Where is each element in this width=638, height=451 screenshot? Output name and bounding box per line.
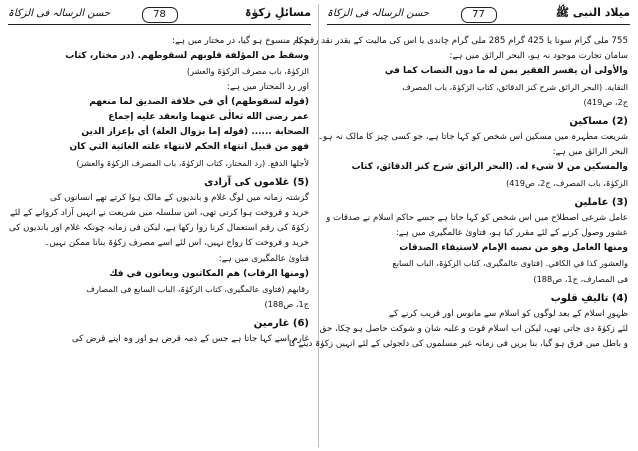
arabic-quote-line: عمر رضی الله تعالٰی عنهما وانعقد علیه إجماع: [108, 112, 309, 123]
arabic-quote-line: ج1، ص188): [264, 299, 309, 310]
arabic-quote-line: وسقط من المؤلفة قلوبهم لسقوطهم. (در مختار، کتاب: [65, 51, 309, 62]
text-line: عشور وصول کرنے کے لئے مقرر کیا ہو، فتاویٰ عالمگیری میں ہے:: [395, 228, 628, 239]
header-rule: [8, 24, 311, 25]
left-page-header: [8, 6, 311, 28]
text-line: 755 ملی گرام سونا یا 425 گرام 285 ملی گرام چاندی یا اس کی مالیت کے بقدر نقد رقم یا: [296, 36, 628, 46]
arabic-quote-line: فی المصارف، ج1، ص188): [533, 273, 628, 284]
arabic-quote-line: الزکوٰۃ، باب مصرف الزکوٰۃ والعشر): [186, 66, 309, 77]
arabic-quote-line: النقایة. (البحر الرائق شرح کنز الدقائق، کتاب الزکوٰۃ، باب المصرف: [402, 81, 628, 92]
text-line: خرید و فروخت ہوا کرتی تھی، اس سلسلہ میں شریعت نے انہیں آزاد کروانے کے لئے: [9, 208, 309, 219]
text-line: سامان تجارت موجود نہ ہو، البحر الرائق میں ہے:: [449, 51, 628, 62]
header-rule: [327, 24, 630, 25]
arabic-quote-line: رقابهم (فتاوی عالمگیری، کتاب الزکوٰۃ، الباب السابع فی المصارف: [86, 284, 309, 295]
page-number: 77: [461, 7, 497, 23]
section-heading: (3) عاملین: [574, 196, 628, 208]
section-heading: (5) غلاموں کی آزادی: [204, 176, 309, 188]
arabic-quote-line: الزکوٰۃ، باب المصرف، ج2، ص419): [506, 177, 628, 188]
text-line: خرید و فروخت کا رواج نہیں، اس لئے اسے مصرف زکوٰۃ بنانا ممکن نہیں۔: [44, 238, 309, 249]
section-heading: (2) مساکین: [569, 116, 628, 128]
left-page-body: [10, 34, 309, 443]
arabic-quote-line: والأولى أن یفسر الفقیر بمن له ما دون النصاب کما في: [384, 66, 628, 77]
header-section-title: مسائلِ زکوٰۃ: [245, 6, 311, 19]
text-line: عامل شرعی اصطلاح میں اس شخص کو کہا جاتا ہے جسے حاکم اسلام نے صدقات و: [326, 212, 628, 223]
arabic-quote-line: والمسکین من لا شيء له. (البحر الرائق شرح کنز الدقائق، کتاب: [351, 162, 628, 173]
section-heading: (6) غارمین: [253, 318, 309, 330]
right-page: [288, 0, 638, 451]
text-line: ظہورِ اسلام کے بعد لوگوں کو اسلام سے مانوس اور قریب کرنے کے: [388, 308, 628, 319]
text-line: گزشتہ زمانہ میں لوگ غلام و باندیوں کے مالک ہوا کرتے تھے انسانوں کی: [49, 192, 309, 203]
arabic-quote-line: فهو من قبیل انتهاء الحکم لانتهاء علته الغائیة التي کان: [69, 142, 309, 153]
header-book-title: حسن الرسالہ فی الزکاۃ: [8, 8, 111, 19]
text-line: لئے زکوٰۃ دی جاتی تھی، لیکن اب اسلام قوت و غلبہ شان و شوکت حاصل ہو چکا، حق: [319, 324, 628, 335]
text-line: غارم اسے کہا جاتا ہے جس کے ذمہ قرض ہو اور وہ اپنے قرض کی: [71, 334, 309, 345]
text-line: شریعت مطہرہ میں مسکین اس شخص کو کہا جاتا ہے، جو کسی چیز کا مالک نہ ہو۔: [317, 132, 628, 143]
text-line: حکم منسوخ ہو گیا، در مختار میں ہے:: [172, 36, 309, 46]
header-section-title: میلاد النبی ﷺ: [555, 6, 630, 19]
arabic-quote-line: لأجلها الدفع. (رد المحتار، کتاب الزکوٰۃ، باب المصرف الزکوٰۃ والعشر): [76, 157, 309, 168]
arabic-quote-line: (ومنها الرقاب) هم المکاتبون ویعانون في فك: [109, 268, 309, 279]
text-line: زکوٰۃ کی رقم استعمال کرنا روا رکھا ہے، لیکن فی زمانہ چونکہ غلام اور باندیوں کی: [9, 223, 309, 234]
page-number: 78: [142, 7, 178, 23]
arabic-quote-line: الصحابة ...... (قوله إما بزوال العلة) أي بإعزاز الدین: [81, 127, 309, 138]
header-book-title: حسن الرسالہ فی الزکاۃ: [327, 8, 430, 19]
arabic-quote-line: ج2، ص419): [583, 96, 628, 107]
text-line: البحر الرائق میں ہے:: [552, 147, 628, 158]
right-page-body: [288, 34, 628, 443]
right-page-header: [327, 6, 630, 28]
section-heading: (4) تالیفِ قلوب: [550, 292, 628, 304]
arabic-quote-line: (قوله لسقوطهم) أي في خلافة الصديق لما منعهم: [89, 96, 309, 107]
text-line: و باطل میں فرق ہو گیا، بنا بریں فی زمانہ غیر مسلموں کی دلجوئی کے لئے انہیں زکوٰۃ دینے کا: [288, 339, 628, 350]
arabic-quote-line: ومنها العامل وهو من نصبه الإمام لاستیفاء الصدقات: [399, 243, 628, 254]
arabic-quote-line: والعشور کذا في الکافي. (فتاوی عالمگیری، کتاب الزکوٰۃ، الباب السابع: [392, 258, 628, 269]
text-line: اور رد المحتار میں ہے:: [226, 81, 309, 92]
text-line: فتاویٰ عالمگیری میں ہے:: [218, 253, 309, 264]
